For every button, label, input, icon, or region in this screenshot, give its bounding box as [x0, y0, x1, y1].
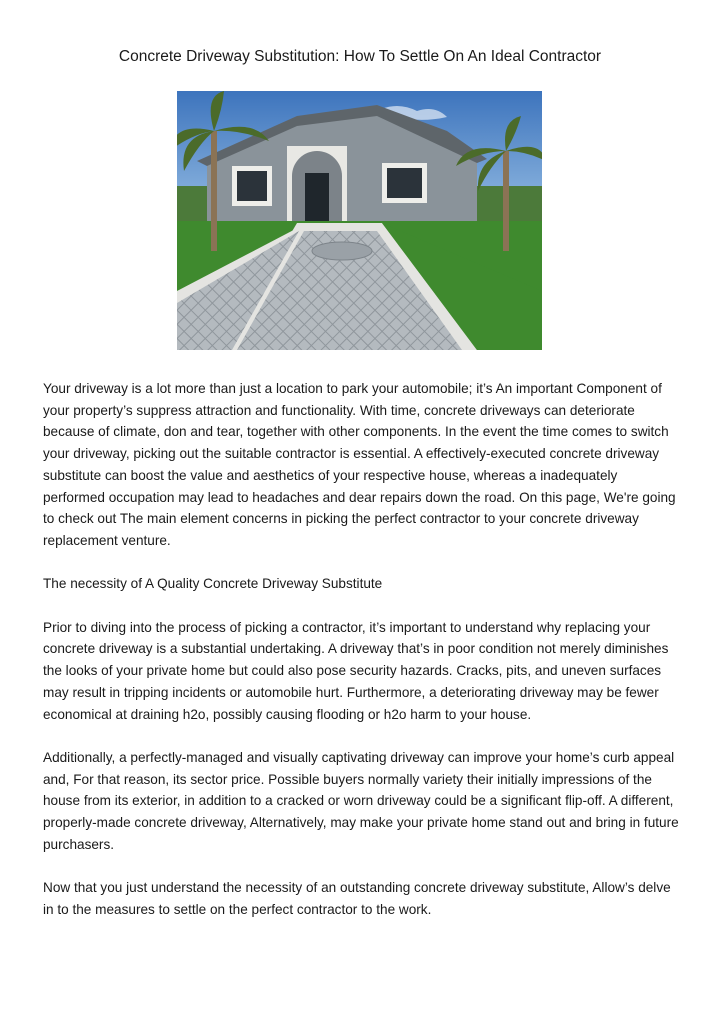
paragraph-curb-appeal: Additionally, a perfectly-managed and visually captivating driveway can improve your home’s curb appeal and, For that reason, its sector price. Possible buyers normally variety their initially impressions of the house from its exterior, in addition to a cracked or worn driveway could be a significant flip-off. A different, properly-made concrete driveway, Alternatively, may make your private home stand out and bring in future purchasers.	[43, 749, 679, 852]
article-body	[43, 378, 683, 942]
paragraph-transition: Now that you just understand the necessity of an outstanding concrete driveway substitute, Allow’s delve in to the measures to settle on the perfect contractor to the work.	[43, 880, 671, 917]
driveway-photo	[177, 91, 542, 350]
paragraph-intro: Your driveway is a lot more than just a location to park your automobile; it’s An important Component of your property’s suppress attraction and functionality. With time, concrete driveways can deteriorate because of climate, don and tear, together with other components. In the event the time comes to switch your driveway, picking out the suitable contractor is essential. A effectively-executed concrete driveway substitute can boost the value and aesthetics of your respective house, whereas a inadequately performed occupation may lead to headaches and dear repairs down the road. On this page, We're going to check out The main element concerns in picking the perfect contractor to your concrete driveway replacement venture.	[43, 381, 676, 548]
section-heading: The necessity of A Quality Concrete Driveway Substitute	[43, 576, 383, 592]
document-title: Concrete Driveway Substitution: How To Settle On An Ideal Contractor	[118, 48, 602, 65]
driveway-photo-illustration	[177, 91, 542, 350]
paragraph-importance: Prior to diving into the process of picking a contractor, it’s important to understand why replacing your concrete driveway is a substantial undertaking. A driveway that’s in poor condition not merely diminishes the looks of your private home but could also pose security hazards. Cracks, pits, and uneven surfaces may result in tripping incidents or automobile hurt. Furthermore, a deteriorating driveway may be fewer economical at draining h2o, possibly causing flooding or h2o harm to your house.	[43, 619, 669, 722]
